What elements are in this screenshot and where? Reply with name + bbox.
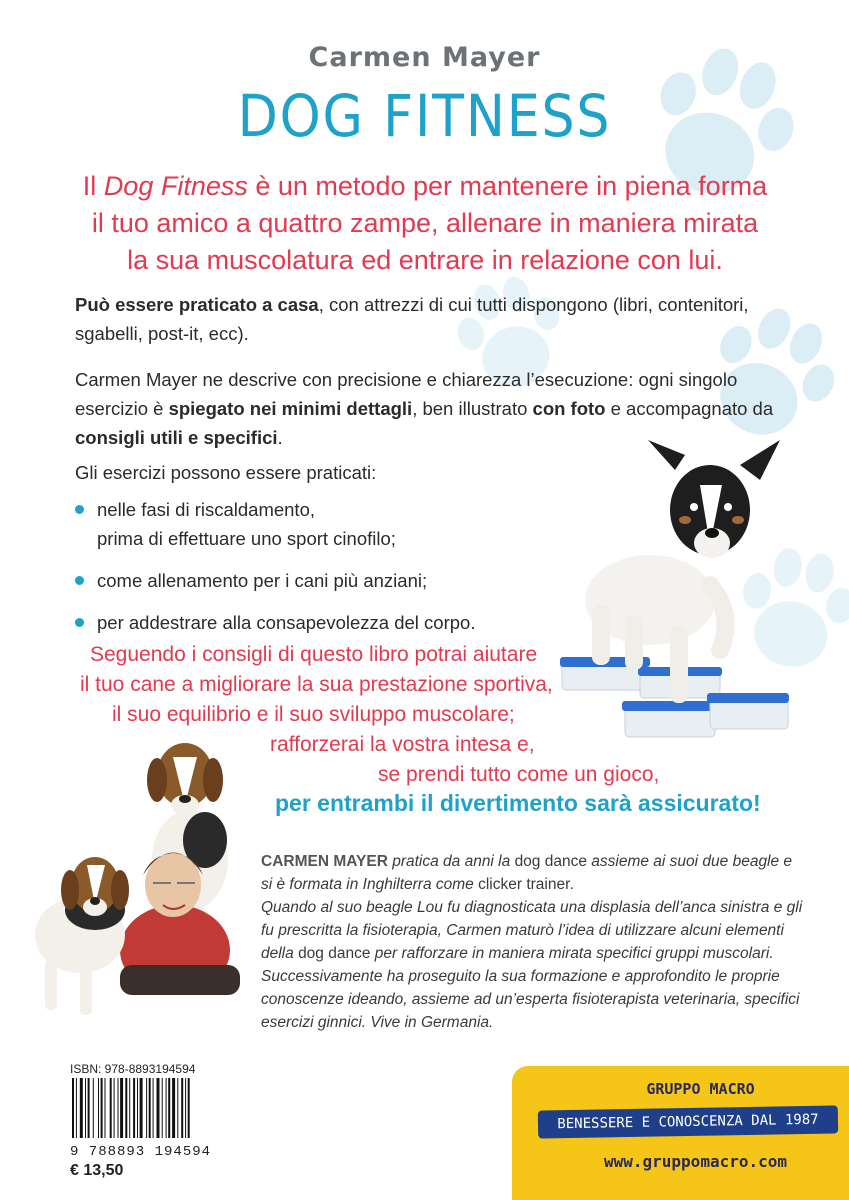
price: € 13,50 — [70, 1162, 124, 1179]
isbn-block — [70, 1062, 250, 1180]
list-item-text: come allenamento per i cani più anziani; — [97, 570, 428, 591]
author-with-beagles-photo — [25, 735, 250, 1055]
bold-text: consigli utili e specifici — [75, 427, 278, 448]
barcode-digits: 9 788893 194594 — [70, 1144, 212, 1160]
list-item — [75, 495, 595, 553]
body-text: e accompagnato da — [605, 398, 774, 419]
bio-text: dog dance — [298, 945, 371, 962]
intro-emphasis: Dog Fitness — [103, 171, 248, 201]
bio-author-name: CARMEN MAYER — [261, 853, 388, 870]
benefit-line: Seguendo i consigli di questo libro potrai aiutare — [90, 643, 538, 666]
isbn-label: ISBN: 978-8893194594 — [70, 1062, 196, 1076]
bio-text: dog dance — [514, 853, 587, 870]
intro-line: la sua muscolatura ed entrare in relazione con lui. — [127, 245, 723, 275]
benefit-line: rafforzerai la vostra intesa e, — [270, 733, 535, 756]
benefit-line: il suo equilibrio e il suo sviluppo muscolare; — [112, 703, 515, 726]
body-text: Carmen Mayer ne descrive con precisione e chiarezza l’esecuzione: ogni singolo esercizio è — [75, 369, 738, 419]
list-item-text: prima di effettuare uno sport cinofilo; — [97, 528, 396, 549]
body-text: , con attrezzi di cui tutti dispongono (libri, contenitori, sgabelli, post-it, ecc). — [75, 294, 749, 344]
terrier-dog-photo — [560, 425, 790, 745]
exercises-lead-text: Gli esercizi possono essere praticati: — [75, 462, 377, 483]
benefit-line: il tuo cane a migliorare la sua prestazione sportiva, — [80, 673, 553, 696]
bio-text: Quando al suo beagle Lou fu diagnosticata una displasia dell’anca sinistra e gli fu prescritta la fisioterapia, Carmen maturò l’idea di utilizzare alcuni elementi della — [261, 899, 803, 962]
publisher-url: www.gruppomacro.com — [603, 1152, 788, 1171]
exercise-list — [75, 495, 595, 650]
publisher-tagline: BENESSERE E CONOSCENZA DAL 1987 — [538, 1105, 838, 1138]
bio-text: . — [570, 876, 575, 893]
bold-text: spiegato nei minimi dettagli — [168, 398, 413, 419]
author-name: Carmen Mayer — [308, 42, 541, 73]
bullet-dot-icon — [75, 576, 84, 585]
bio-text: clicker trainer — [478, 876, 571, 893]
body-text: . — [277, 427, 283, 448]
author-bio — [261, 850, 806, 1034]
list-item-text: nelle fasi di riscaldamento, — [97, 499, 315, 520]
bold-text: Può essere praticato a casa — [75, 294, 319, 315]
bullet-dot-icon — [75, 618, 84, 627]
intro-text-part: Il — [82, 171, 104, 201]
list-item-text: per addestrare alla consapevolezza del corpo. — [97, 612, 476, 633]
publisher-name: GRUPPO MACRO — [646, 1080, 755, 1098]
closing-statement: per entrambi il divertimento sarà assicurato! — [275, 790, 761, 816]
bold-text: con foto — [532, 398, 606, 419]
bullet-dot-icon — [75, 505, 84, 514]
list-item — [75, 566, 595, 595]
intro-text — [40, 168, 810, 279]
book-title: DOG FITNESS — [237, 82, 612, 150]
intro-text-part: è un metodo per mantenere in piena forma — [247, 171, 768, 201]
list-item — [75, 608, 595, 637]
paragraph-home-practice — [75, 290, 795, 348]
intro-line — [40, 168, 810, 205]
intro-line: il tuo amico a quattro zampe, allenare in maniera mirata — [91, 208, 759, 238]
bio-text: assieme ai suoi due beagle e si è formata in Inghilterra come — [261, 853, 793, 893]
barcode-icon — [70, 1078, 240, 1138]
bio-text: per rafforzare in maniera mirata specifici gruppi muscolari. Successivamente ha proseguito la sua formazione e approfondito le proprie conoscenze ideando, assieme ad un’esperta fisioterapista veterinaria, specifici esercizi ginnici. Vive in Germania. — [261, 945, 800, 1031]
benefit-line: se prendi tutto come un gioco, — [378, 763, 660, 786]
publisher-badge — [512, 1066, 849, 1200]
body-text: , ben illustrato — [412, 398, 533, 419]
bio-text: pratica da anni la — [387, 853, 515, 870]
